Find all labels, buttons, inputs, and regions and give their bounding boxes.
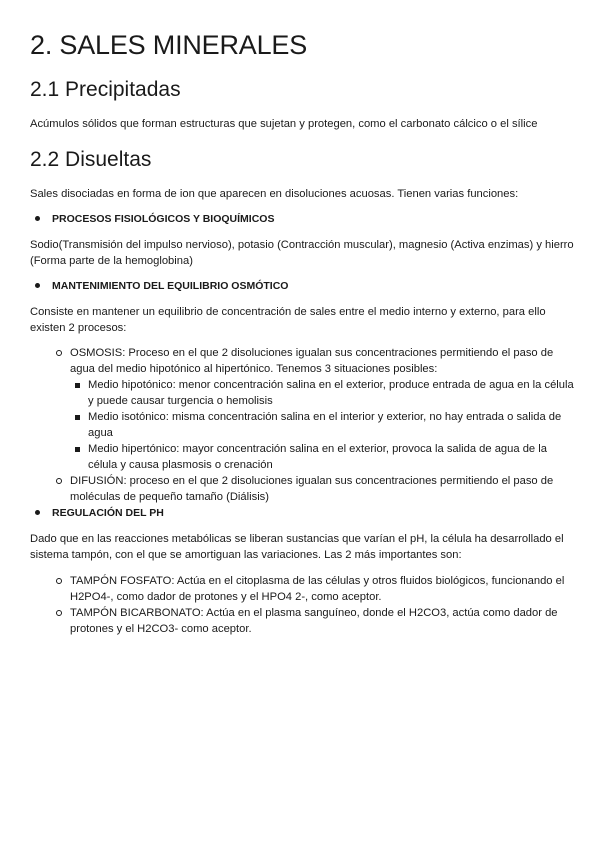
procesos-text: Sodio(Transmisión del impulso nervioso), potasio (Contracción muscular), magnesio (Activa enzimas) y hierro (Forma parte de la hemoglobina) <box>30 239 574 267</box>
square-bullet-icon <box>75 447 80 452</box>
page-title: 2. SALES MINERALES <box>30 30 308 60</box>
square-bullet-icon <box>75 415 80 420</box>
sub-item-text: Medio hipertónico: mayor concentración salina en el exterior, provoca la salida de agua de la célula y causa plasmosis o crenación <box>88 443 547 471</box>
bullet-title: REGULACIÓN DEL PH <box>52 507 164 519</box>
tampon-text: TAMPÓN FOSFATO: Actúa en el citoplasma de las células y otros fluidos biológicos, funcionando el H2PO4-, como dador de protones y el HPO4 2-, como aceptor. <box>70 575 565 603</box>
tampon-text: TAMPÓN BICARBONATO: Actúa en el plasma sanguíneo, donde el H2CO3, actúa como dador de protones y el H2CO3- como aceptor. <box>70 607 558 635</box>
list-item-tampon-bicarbonato <box>30 605 575 637</box>
precipitadas-text: Acúmulos sólidos que forman estructuras que sujetan y protegen, como el carbonato cálcico o el sílice <box>30 118 538 130</box>
difusion-text: DIFUSIÓN: proceso en el que 2 disoluciones igualan sus concentraciones permitiendo el paso de moléculas de pequeño tamaño (Diálisis) <box>70 475 554 503</box>
circle-bullet-icon <box>56 610 62 616</box>
list-item-hipotonico <box>30 377 575 409</box>
circle-bullet-icon <box>56 478 62 484</box>
list-item-difusion <box>30 473 575 505</box>
osmosis-text: OSMOSIS: Proceso en el que 2 disoluciones igualan sus concentraciones permitiendo el paso de agua del medio hipotónico al hipertónico. Tenemos 3 situaciones posibles: <box>70 347 554 375</box>
bullet-title: MANTENIMIENTO DEL EQUILIBRIO OSMÓTICO <box>52 280 289 292</box>
list-item-osmosis <box>30 345 575 377</box>
sub-item-text: Medio isotónico: misma concentración salina en el interior y exterior, no hay entrada o salida de agua <box>88 411 562 439</box>
bullet-regulacion-ph <box>30 505 575 521</box>
section-heading-disueltas: 2.2 Disueltas <box>30 148 152 171</box>
bullet-dot-icon <box>35 510 40 515</box>
osmotic-process-list <box>30 345 575 505</box>
list-item-tampon-fosfato <box>30 573 575 605</box>
list-item-isotonico <box>30 409 575 441</box>
bullet-dot-icon <box>35 216 40 221</box>
bullet-title: PROCESOS FISIOLÓGICOS Y BIOQUÍMICOS <box>52 213 275 225</box>
circle-bullet-icon <box>56 350 62 356</box>
bullet-equilibrio-osmotico <box>30 278 575 294</box>
equilibrio-text: Consiste en mantener un equilibrio de concentración de sales entre el medio interno y externo, para ello existen 2 procesos: <box>30 306 546 334</box>
document-page <box>30 28 575 637</box>
square-bullet-icon <box>75 383 80 388</box>
regulacion-text: Dado que en las reacciones metabólicas se liberan sustancias que varían el pH, la célula ha desarrollado el sistema tampón, con el que se amortiguan las variaciones. Las 2 más importantes son: <box>30 533 564 561</box>
disueltas-intro: Sales disociadas en forma de ion que aparecen en disoluciones acuosas. Tienen varias funciones: <box>30 188 519 200</box>
tampon-list <box>30 573 575 637</box>
bullet-procesos-fisiologicos <box>30 211 575 227</box>
circle-bullet-icon <box>56 578 62 584</box>
sub-item-text: Medio hipotónico: menor concentración salina en el exterior, produce entrada de agua en la célula y puede causar turgencia o hemolisis <box>88 379 574 407</box>
list-item-hipertonico <box>30 441 575 473</box>
bullet-dot-icon <box>35 283 40 288</box>
section-heading-precipitadas: 2.1 Precipitadas <box>30 78 181 101</box>
